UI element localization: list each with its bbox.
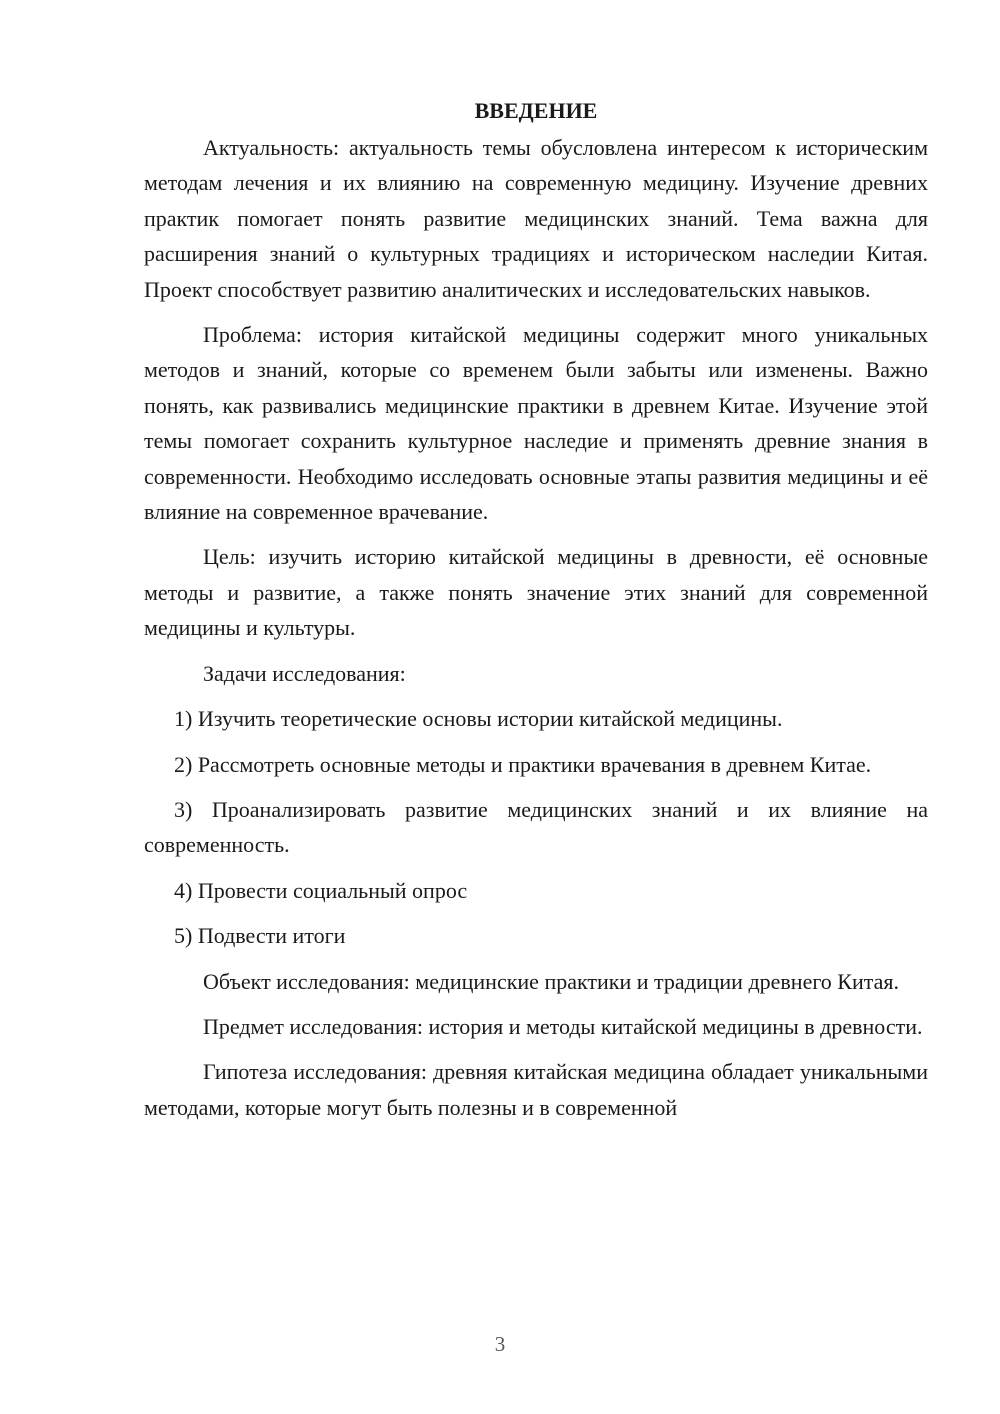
problem-paragraph: Проблема: история китайской медицины содержит много уникальных методов и знаний, которые со временем были забыты или изменены. Важно понять, как развивались медицинские практики в древнем Китае. Изучение этой темы помогает сохранить культурное наследие и применять древние знания в современности. Необходимо исследовать основные этапы развития медицины и её влияние на современное врачевание.: [144, 322, 928, 525]
hypothesis-paragraph: Гипотеза исследования: древняя китайская медицина обладает уникальными методами, которые могут быть полезны и в современной: [144, 1059, 928, 1120]
task-item-4: 4) Провести социальный опрос: [174, 877, 468, 903]
subject-paragraph: Предмет исследования: история и методы китайской медицины в древности.: [203, 1013, 923, 1039]
page-content: [144, 94, 928, 1135]
goal-paragraph: Цель: изучить историю китайской медицины в древности, её основные методы и развитие, а также понять значение этих знаний для современной медицины и культуры.: [144, 544, 928, 641]
task-item-1: 1) Изучить теоретические основы истории китайской медицины.: [174, 706, 783, 732]
task-item-5: 5) Подвести итоги: [174, 923, 346, 949]
relevance-paragraph: Актуальность: актуальность темы обусловлена интересом к историческим методам лечения и их влиянию на современную медицину. Изучение древних практик помогает понять развитие медицинских знаний. Тема важна для расширения знаний о культурных традициях и историческом наследии Китая. Проект способствует развитию аналитических и исследовательских навыков.: [144, 135, 928, 302]
object-paragraph: Объект исследования: медицинские практики и традиции древнего Китая.: [203, 968, 900, 994]
page-number: 3: [494, 1332, 506, 1356]
task-item-3: 3) Проанализировать развитие медицинских знаний и их влияние на современность.: [144, 796, 928, 858]
task-item-2: 2) Рассмотреть основные методы и практики врачевания в древнем Китае.: [174, 751, 872, 777]
section-heading: ВВЕДЕНИЕ: [474, 98, 598, 123]
tasks-heading: Задачи исследования:: [203, 660, 406, 686]
